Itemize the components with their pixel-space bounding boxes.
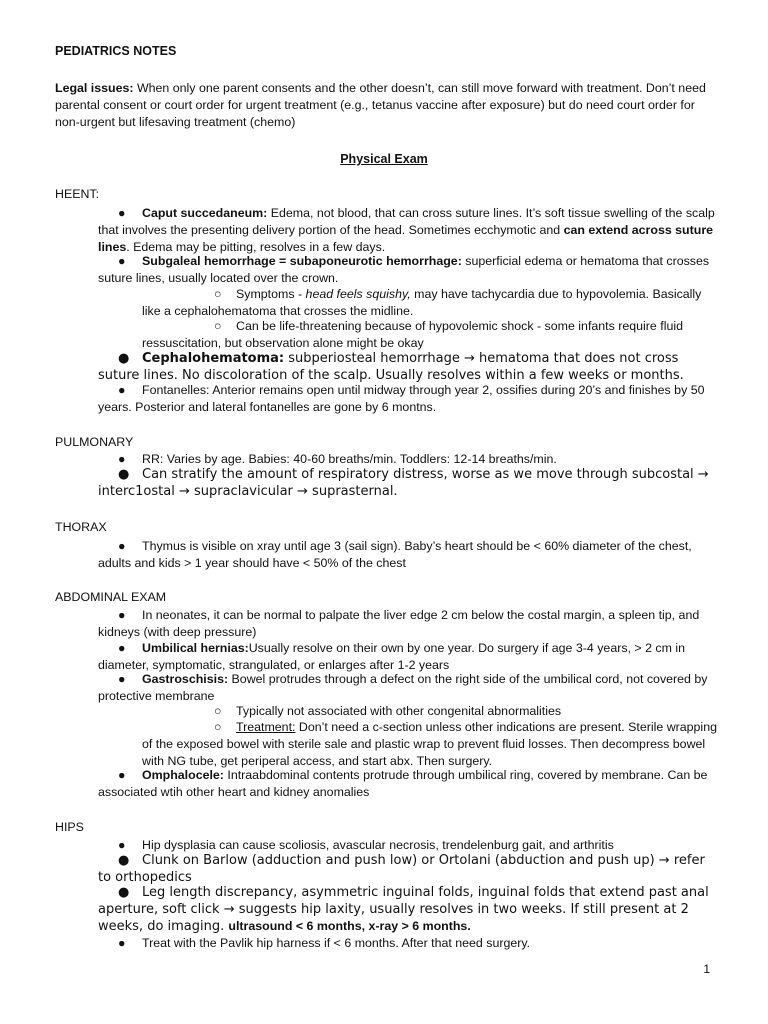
legal-issues-text: When only one parent consents and the other doesn’t, can still move forward with treatment. Don’t need parental consent or court order for urgent treatment (e.g., tetanus vaccine after exposure) but do need court order for non-urgent but lifesaving treatment (chemo) xyxy=(55,81,706,129)
subgaleal-text: superficial edema or hematoma that crosses suture lines, usually located over the crown. xyxy=(98,254,710,285)
bullet-icon: ● xyxy=(118,254,126,268)
neonates-item xyxy=(98,607,720,641)
imaging-bold-text: ultrasound < 6 months, x-ray > 6 months. xyxy=(228,919,471,933)
leg-length-item xyxy=(98,884,720,935)
life-threatening-text: Can be life-threatening because of hypovolemic shock - some infants require fluid ressuscitation, but observation alone might be okay xyxy=(142,319,683,350)
omphalocele-item xyxy=(98,767,720,801)
caput-succedaneum-item xyxy=(98,205,720,256)
thorax-heading: THORAX xyxy=(55,520,107,534)
circle-bullet-icon: ○ xyxy=(214,287,222,301)
umbilical-text: Usually resolve on their own by one year. Do surgery if age 3-4 years, > 2 cm in diameter, symptomatic, strangulated, or enlarges after 1-2 years xyxy=(98,641,686,672)
subgaleal-item xyxy=(98,253,720,287)
thymus-text: Thymus is visible on xray until age 3 (sail sign). Baby’s heart should be < 60% diameter of the chest, adults and kids > 1 year should have < 50% of the chest xyxy=(98,539,692,570)
gastroschisis-label: Gastroschisis: xyxy=(142,672,229,686)
clunk-item xyxy=(98,852,720,886)
cephalohematoma-label: Cephalohematoma: xyxy=(142,351,285,366)
treatment-text: Don’t need a c-section unless other indications are present. Sterile wrapping of the exposed bowel with sterile sale and plastic wrap to prevent fluid losses. Then decompress bowel with NG tube, get periperal access, and start abx. Then surgery. xyxy=(142,720,717,768)
bullet-icon: ● xyxy=(118,467,130,482)
circle-bullet-icon: ○ xyxy=(214,704,222,718)
page-number: 1 xyxy=(703,962,710,976)
typically-subitem xyxy=(142,703,720,720)
bullet-icon: ● xyxy=(118,641,126,655)
legal-issues-label: Legal issues: xyxy=(55,81,134,95)
fontanelles-item xyxy=(98,382,720,416)
gastroschisis-text: Bowel protrudes through a defect on the right side of the umbilical cord, not covered by protective membrane xyxy=(98,672,708,703)
bullet-icon: ● xyxy=(118,539,126,553)
legal-issues-paragraph xyxy=(55,80,720,131)
bullet-icon: ● xyxy=(118,351,130,366)
physical-exam-heading: Physical Exam xyxy=(340,152,428,166)
pavlik-item xyxy=(98,935,720,952)
omphalocele-label: Omphalocele: xyxy=(142,768,224,782)
heent-heading: HEENT: xyxy=(55,187,100,201)
bullet-icon: ● xyxy=(118,672,126,686)
life-threatening-subitem xyxy=(142,318,720,352)
stratify-item xyxy=(98,466,720,500)
umbilical-label: Umbilical hernias: xyxy=(142,641,249,655)
bullet-icon: ● xyxy=(118,452,126,466)
pulmonary-heading: PULMONARY xyxy=(55,435,134,449)
caput-bold-text: can extend across suture lines xyxy=(98,223,714,254)
fontanelles-text: Fontanelles: Anterior remains open until midway through year 2, ossifies during 20’s and finishes by 50 years. Posterior and lateral fontanelles are gone by 6 montns. xyxy=(98,383,705,414)
bullet-icon: ● xyxy=(118,383,126,397)
bullet-icon: ● xyxy=(118,608,126,622)
stratify-text: Can stratify the amount of respiratory distress, worse as we move through subcostal → interc1ostal → supraclavicular → suprasternal. xyxy=(98,467,709,499)
typically-text: Typically not associated with other congenital abnormalities xyxy=(236,704,562,718)
clunk-text: Clunk on Barlow (adduction and push low) or Ortolani (abduction and push up) → refer to orthopedics xyxy=(98,853,705,885)
hip-dysplasia-text: Hip dysplasia can cause scoliosis, avascular necrosis, trendelenburg gait, and arthritis xyxy=(142,838,614,852)
bullet-icon: ● xyxy=(118,936,126,950)
abdominal-heading: ABDOMINAL EXAM xyxy=(55,590,167,604)
rr-text: RR: Varies by age. Babies: 40-60 breaths/min. Toddlers: 12-14 breaths/min. xyxy=(142,452,557,466)
cephalohematoma-item xyxy=(98,350,720,384)
bullet-icon: ● xyxy=(118,838,126,852)
bullet-icon: ● xyxy=(118,885,130,900)
gastroschisis-item xyxy=(98,671,720,705)
bullet-icon: ● xyxy=(118,768,126,782)
caput-text-end: . Edema may be pitting, resolves in a few days. xyxy=(126,240,386,254)
symptoms-italic: head feels squishy, xyxy=(305,287,411,301)
circle-bullet-icon: ○ xyxy=(214,720,222,734)
symptoms-text: may have tachycardia due to hypovolemia. Basically like a cephalohematoma that crosses the midline. xyxy=(142,287,702,318)
caput-label: Caput succedaneum: xyxy=(142,206,268,220)
cephalohematoma-text: subperiosteal hemorrhage → hematoma that does not cross suture lines. No discoloration of the scalp. Usually resolves within a few weeks or months. xyxy=(98,351,684,383)
treatment-label: Treatment: xyxy=(236,720,296,734)
bullet-icon: ● xyxy=(118,853,130,868)
circle-bullet-icon: ○ xyxy=(214,319,222,333)
hips-heading: HIPS xyxy=(55,820,84,834)
pavlik-text: Treat with the Pavlik hip harness if < 6 months. After that need surgery. xyxy=(142,936,531,950)
treatment-subitem xyxy=(142,719,720,770)
caput-text: Edema, not blood, that can cross suture lines. It’s soft tissue swelling of the scalp that involves the presenting delivery portion of the head. Sometimes ecchymotic and xyxy=(98,206,715,237)
leg-length-text: Leg length discrepancy, asymmetric inguinal folds, inguinal folds that extend past anal aperture, soft click → suggests hip laxity, usually resolves in two weeks. If still present at 2 weeks, do imaging. xyxy=(98,885,709,934)
thymus-item xyxy=(98,538,720,572)
symptoms-prefix: Symptoms - xyxy=(236,287,306,301)
omphalocele-text: Intraabdominal contents protrude through umbilical ring, covered by membrane. Can be associated wtih other heart and kidney anomalies xyxy=(98,768,708,799)
symptoms-subitem xyxy=(142,286,720,320)
subgaleal-label: Subgaleal hemorrhage = subaponeurotic hemorrhage: xyxy=(142,254,462,268)
umbilical-hernias-item xyxy=(98,640,720,674)
neonates-text: In neonates, it can be normal to palpate the liver edge 2 cm below the costal margin, a spleen tip, and kidneys (with deep pressure) xyxy=(98,608,700,639)
bullet-icon: ● xyxy=(118,206,126,220)
document-title: PEDIATRICS NOTES xyxy=(55,44,177,58)
